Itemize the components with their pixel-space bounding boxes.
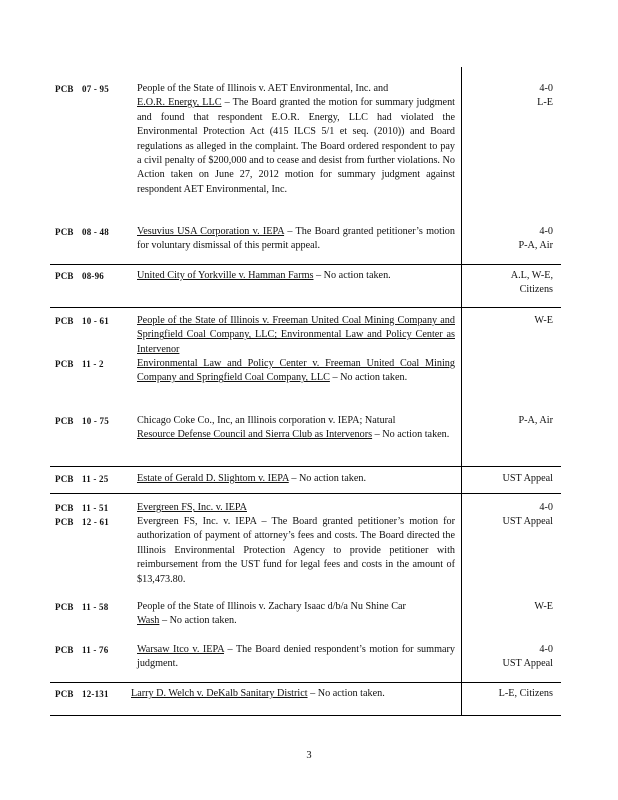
- case-description: Chicago Coke Co., Inc, an Illinois corporation v. IEPA; Natural Resource Defense Council and Sierra Club as Intervenors – No action taken.: [137, 415, 450, 441]
- case-description: Estate of Gerald D. Slightom v. IEPA – No action taken.: [137, 473, 366, 484]
- case-number: PCB 11 - 51: [55, 503, 109, 513]
- row-divider: [50, 264, 561, 265]
- row-divider: [50, 307, 561, 308]
- case-description: Warsaw Itco v. IEPA – The Board denied respondent’s motion for summary judgment.: [137, 644, 455, 670]
- vote-and-type: P-A, Air: [518, 415, 553, 426]
- case-description: Environmental Law and Policy Center v. Freeman United Coal Mining Company and Springfield Coal Company, LLC – No action taken.: [137, 358, 455, 384]
- vote-and-type: UST Appeal: [502, 473, 553, 484]
- vote-and-type: 4-0 P-A, Air: [518, 226, 553, 252]
- case-description: People of the State of Illinois v. Zachary Isaac d/b/a Nu Shine Car Wash – No action taken.: [137, 601, 406, 627]
- case-description: Larry D. Welch v. DeKalb Sanitary District – No action taken.: [131, 688, 385, 699]
- case-number: PCB 07 - 95: [55, 84, 109, 94]
- case-number: PCB 08 - 48: [55, 227, 109, 237]
- vote-and-type: 4-0 UST Appeal: [502, 644, 553, 670]
- case-number: PCB 12-131: [55, 689, 109, 699]
- vote-and-type: UST Appeal: [502, 516, 553, 527]
- case-number: PCB 11 - 58: [55, 602, 109, 612]
- vote-and-type: W-E: [534, 315, 553, 326]
- case-description: People of the State of Illinois v. AET Environmental, Inc. and E.O.R. Energy, LLC – The Board granted the motion for summary judgment and found that respondent E.O.R. Energy, LLC had violated the Environmental Protection Act (415 ILCS 5/1 et seq. (2010)) and Board regulations as alleged in the complaint. The Board ordered respondent to pay a civil penalty of $200,000 and to cease and desist from further violations. No Action taken on June 27, 2012 motion for summary judgment against respondent AET Environmental, Inc.: [137, 83, 455, 195]
- vote-and-type: 4-0 L-E: [537, 83, 553, 109]
- vote-and-type: W-E: [534, 601, 553, 612]
- vote-and-type: 4-0: [539, 502, 553, 513]
- case-number: PCB 12 - 61: [55, 517, 109, 527]
- case-description: People of the State of Illinois v. Freeman United Coal Mining Company and Springfield Coal Company, LLC; Environmental Law and Policy Center as Intervenor: [137, 315, 455, 355]
- case-number: PCB 10 - 61: [55, 316, 109, 326]
- vote-and-type: L-E, Citizens: [498, 688, 553, 699]
- case-number: PCB 11 - 76: [55, 645, 109, 655]
- row-divider: [50, 493, 561, 494]
- row-divider: [50, 715, 561, 716]
- case-number: PCB 11 - 2: [55, 359, 104, 369]
- vote-and-type: A.L, W-E, Citizens: [510, 270, 553, 296]
- case-number: PCB 08-96: [55, 271, 104, 281]
- case-description: Vesuvius USA Corporation v. IEPA – The Board granted petitioner’s motion for voluntary dismissal of this permit appeal.: [137, 226, 455, 252]
- case-description: Evergreen FS, Inc. v. IEPA: [137, 502, 247, 513]
- case-description: United City of Yorkville v. Hamman Farms – No action taken.: [137, 270, 391, 281]
- row-divider: [50, 466, 561, 467]
- case-number: PCB 10 - 75: [55, 416, 109, 426]
- column-divider: [461, 67, 462, 715]
- page-number: 3: [306, 750, 312, 761]
- case-description: Evergreen FS, Inc. v. IEPA – The Board granted petitioner’s motion for authorization of payment of attorney’s fees and costs. The Board directed the Illinois Environmental Protection Agency to provide petitioner with reimbursement from the UST fund for legal fees and costs in the amount of $13,473.80.: [137, 516, 455, 585]
- case-number: PCB 11 - 25: [55, 474, 109, 484]
- row-divider: [50, 682, 561, 683]
